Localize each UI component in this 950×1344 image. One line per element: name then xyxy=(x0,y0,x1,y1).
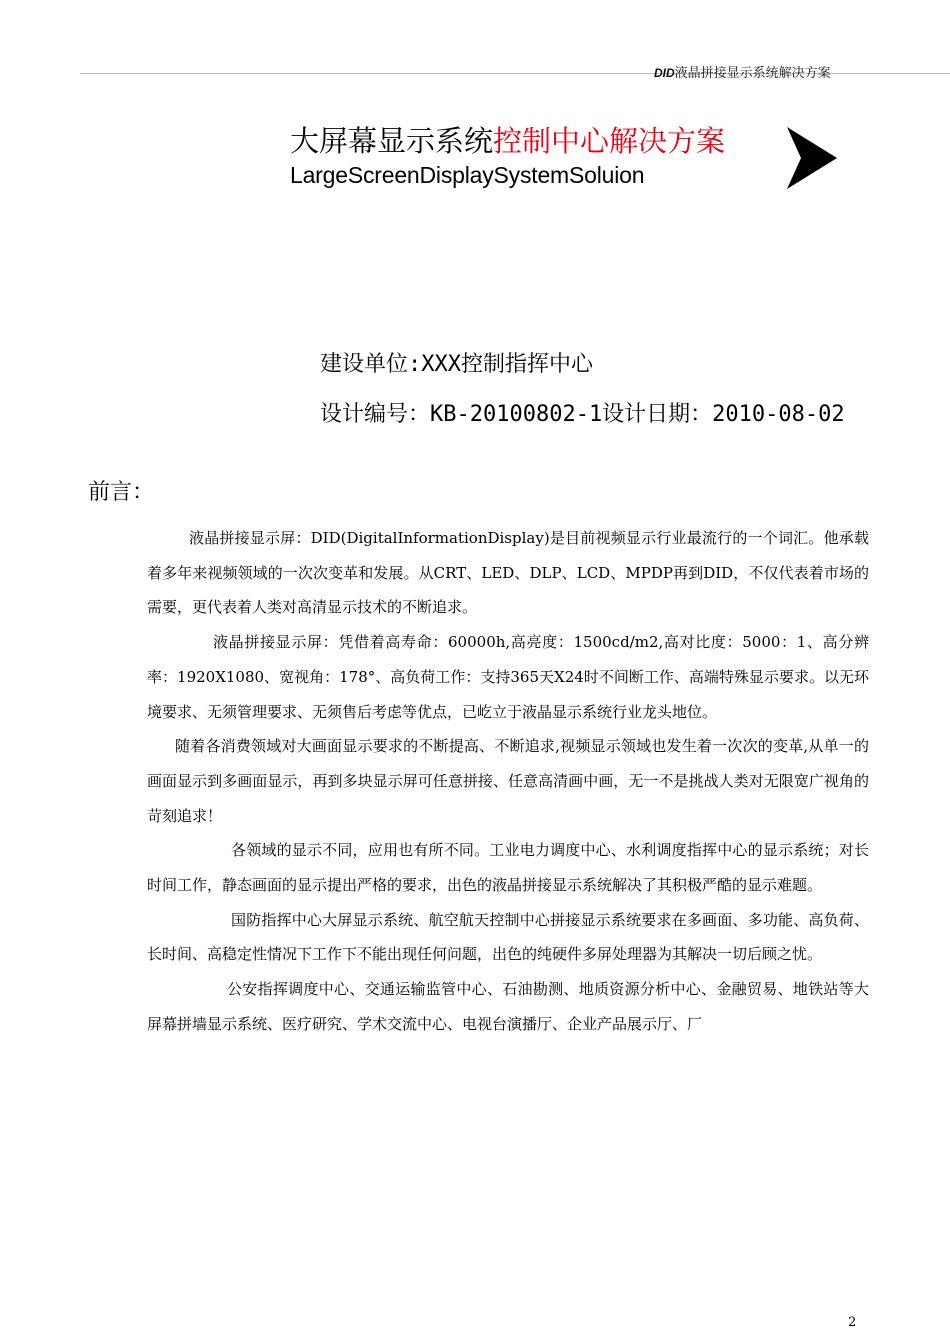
preface-body xyxy=(147,521,869,1042)
header-title: 液晶拼接显示系统解决方案 xyxy=(674,66,831,81)
title-red-part: 控制中心解决方案 xyxy=(493,124,726,158)
paragraph: 液晶拼接显示屏：凭借着高寿命：60000h,高亮度：1500cd/m2,高对比度：5000：1、高分辨率：1920X1080、宽视角：178°、高负荷工作：支持365天X24时不间断工作、高端特殊显示要求。以无环境要求、无须管理要求、无须售后考虑等优点，已屹立于液晶显示系统行业龙头地位。 xyxy=(147,633,869,721)
paragraph: 公安指挥调度中心、交通运输监管中心、石油勘测、地质资源分析中心、金融贸易、地铁站等大屏幕拼墙显示系统、医疗研究、学术交流中心、电视台演播厅、企业产品展示厅、厂 xyxy=(147,980,869,1033)
paragraph: 国防指挥中心大屏显示系统、航空航天控制中心拼接显示系统要求在多画面、多功能、高负荷、长时间、高稳定性情况下工作下不能出现任何问题，出色的纯硬件多屏处理器为其解决一切后顾之忧。 xyxy=(147,910,869,964)
document-title xyxy=(290,121,725,161)
page-number: 2 xyxy=(848,1315,857,1330)
english-title: LargeScreenDisplaySystemSoluion xyxy=(290,162,645,188)
arrow-right-icon xyxy=(785,125,839,191)
construction-unit: 建设单位:XXX控制指挥中心 xyxy=(320,352,593,377)
paragraph: 液晶拼接显示屏：DID(DigitalInformationDisplay)是目前视频显示行业最流行的一个词汇。他承载着多年来视频领域的一次次变革和发展。从CRT、LED、DLP、LCD、MPDP再到DID，不仅代表着市场的需要，更代表着人类对高清显示技术的不断追求。 xyxy=(147,529,869,617)
design-code-date: 设计编号：KB-20100802-1设计日期：2010-08-02 xyxy=(320,402,845,427)
running-header xyxy=(654,64,854,83)
preface-heading: 前言： xyxy=(88,480,155,505)
header-prefix: DID xyxy=(654,66,675,80)
paragraph: 各领域的显示不同，应用也有所不同。工业电力调度中心、水利调度指挥中心的显示系统；对长时间工作，静态画面的显示提出严格的要求，出色的液晶拼接显示系统解决了其积极严酷的显示难题。 xyxy=(147,841,869,895)
title-black-part: 大屏幕显示系统 xyxy=(290,124,494,158)
paragraph: 随着各消费领域对大画面显示要求的不断提高、不断追求,视频显示领域也发生着一次次的变革,从单一的画面显示到多画面显示，再到多块显示屏可任意拼接、任意高清画中画，无一不是挑战人类对无限宽广视角的苛刻追求！ xyxy=(147,737,869,825)
